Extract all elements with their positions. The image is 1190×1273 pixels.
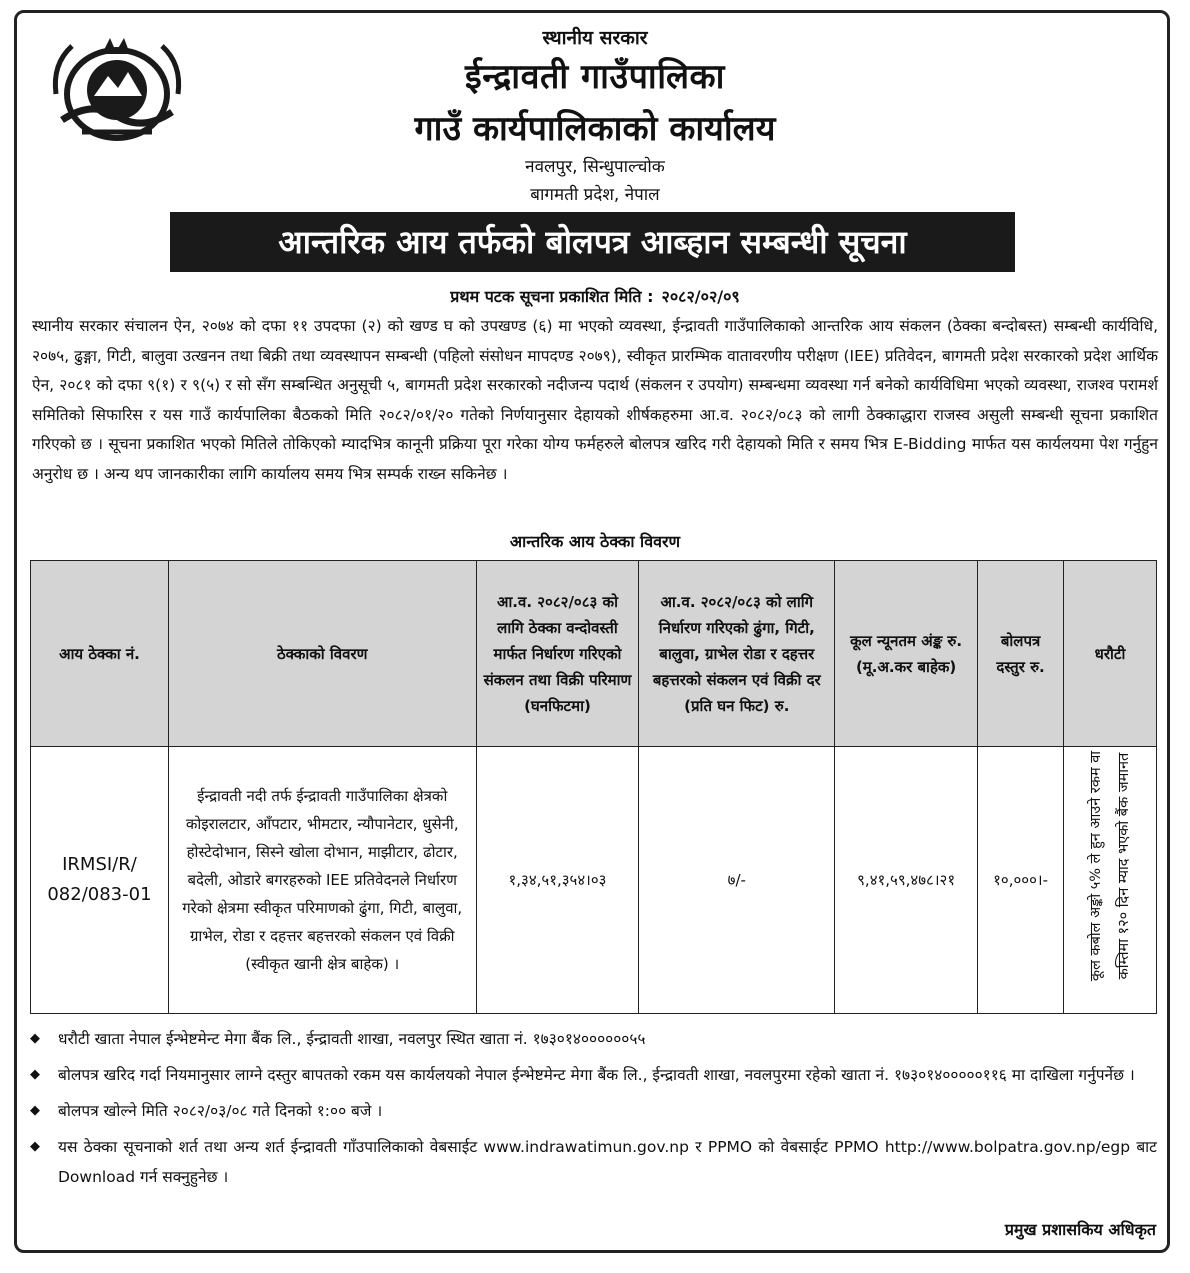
cell-bid-fee: १०,०००।- [978, 747, 1064, 1014]
header-bid-fee: बोलपत्र दस्तुर रु. [978, 561, 1064, 747]
notes-list [30, 1024, 1157, 1198]
body-paragraph: स्थानीय सरकार संचालन ऐन, २०७४ को दफा ११ उपदफा (२) को खण्ड घ को उपखण्ड (६) मा भएको व्यवस्था, ईन्द्रावती गाउँपालिकाको आन्तरिक आय संकलन (ठेक्का बन्दोबस्त) सम्बन्धी कार्यविधि, २०७५, ढुङ्गा, गिटी, बालुवा उत्खनन तथा बिक्री तथा व्यवस्थापन सम्बन्धी (पहिलो संसोधन मापदण्ड २०७९), स्वीकृत प्रारम्भिक वातावरणीय परीक्षण (IEE) प्रतिवेदन, बागमती प्रदेश सरकारको प्रदेश आर्थिक ऐन, २०८१ को दफा ९(१) र ९(५) र सो सँग सम्बन्धित अनुसूची ५, बागमती प्रदेश सरकारको नदीजन्य पदार्थ (संकलन र उपयोग) सम्बन्धमा व्यवस्था गर्न बनेको कार्यविधिमा भएको व्यवस्था, राजश्व परामर्श समितिको सिफारिस र यस गाउँ कार्यपालिका बैठकको मिति २०८२/०१/२० गतेको निर्णयानुसार देहायको शीर्षकहरुमा आ.व. २०८२/०८३ को लागी ठेक्काद्धारा राजस्व असुली सम्बन्धी सूचना प्रकाशित गरिएको छ । सूचना प्रकाशित भएको मितिले तोकिएको म्यादभित्र कानूनी प्रक्रिया पूरा गरेका योग्य फर्महरुले बोलपत्र खरिद गरी देहायको मिति र समय भित्र E-Bidding मार्फत यस कार्यलयमा पेश गर्नुहुन अनुरोध छ । अन्य थप जानकारीका लागि कार्यालय समय भित्र सम्पर्क राख्न सकिनेछ । [32, 317, 1158, 483]
header-guarantee: धरौटी [1064, 561, 1157, 747]
signature-title: प्रमुख प्रशासकिय अधिकृत [1004, 1220, 1156, 1239]
table-title: आन्तरिक आय ठेक्का विवरण [509, 532, 681, 551]
guarantee-text: कूल कबोल अङ्को ५% ले हुन आउने रकम वा कम्तिमा १२० दिन म्याद भएको बैंक जमानत [1088, 750, 1133, 982]
address-line-2: बागमती प्रदेश, नेपाल [530, 185, 660, 205]
cell-contract-no: IRMSI/R/ 082/083-01 [31, 747, 169, 1014]
cell-description: ईन्द्रावती नदी तर्फ ईन्द्रावती गाउँपालिका क्षेत्रको कोइरालटार, आँपटार, भीमटार, न्यौपानेटार, धुसेनी, होस्टेदोभान, सिस्ने खोला दोभान, माझीटार, ढोटार, बदेली, ओडारे बगरहरुको IEE प्रतिवेदनले निर्धारण गरेको क्षेत्रमा स्वीकृत परिमाणको ढुंगा, गिटी, बालुवा, ग्राभेल, रोडा र दहत्तर बहत्तरको संकलन एवं विक्री (स्वीकृत खानी क्षेत्र बाहेक) । [168, 747, 476, 1014]
diamond-bullet-icon: ◆ [30, 1031, 40, 1046]
cell-guarantee [1064, 747, 1157, 1014]
header-description: ठेक्काको विवरण [168, 561, 476, 747]
header-quantity: आ.व. २०८२/०८३ को लागि ठेक्का वन्दोवस्ती मार्फत निर्धारण गरिएको संकलन तथा विक्री परिमाण (घनफिटमा) [476, 561, 639, 747]
cell-rate: ७/- [639, 747, 835, 1014]
note-item [30, 1060, 1157, 1090]
table-header-row [31, 561, 1157, 747]
note-item [30, 1096, 1157, 1126]
note-text: धरौटी खाता नेपाल ईन्भेष्टमेन्ट मेगा बैंक लि., ईन्द्रावती शाखा, नवलपुर स्थित खाता नं. १७३०१४००००००५५ [58, 1030, 646, 1048]
table-row [31, 747, 1157, 1014]
diamond-bullet-icon: ◆ [30, 1139, 40, 1154]
note-item [30, 1024, 1157, 1054]
note-text: बोलपत्र खोल्ने मिति २०८२/०३/०८ गते दिनको १:०० बजे । [58, 1102, 383, 1120]
publish-date-label: प्रथम पटक सूचना प्रकाशित मिति : [450, 287, 654, 306]
diamond-bullet-icon: ◆ [30, 1067, 40, 1082]
publish-date-line [0, 285, 1190, 307]
office-name: गाउँ कार्यपालिकाको कार्यालय [414, 109, 776, 149]
publish-date-value: २०८२/०२/०९ [661, 287, 740, 306]
cell-min-amount: ९,४१,५९,४७८।२१ [835, 747, 978, 1014]
municipality-name: ईन्द्रावती गाउँपालिका [465, 57, 725, 97]
contract-table [30, 560, 1157, 1014]
note-item [30, 1132, 1157, 1192]
local-government-label: स्थानीय सरकार [542, 27, 648, 49]
note-text: यस ठेक्का सूचनाको शर्त तथा अन्य शर्त ईन्द्रावती गाँउपालिकाको वेबसाईट www.indrawatimun.gov.np र PPMO को वेबसाईट PPMO http://www.bolpatra.gov.np/egp बाट Download गर्न सक्नुहुनेछ । [58, 1138, 1157, 1186]
header-rate: आ.व. २०८२/०८३ को लागि निर्धारण गरिएको ढुंगा, गिटी, बालुवा, ग्राभेल रोडा र दहत्तर बहत्तरको संकलन एवं विक्री दर (प्रति घन फिट) रु. [639, 561, 835, 747]
header-contract-no: आय ठेक्का नं. [31, 561, 169, 747]
cell-quantity: १,३४,५१,३५४।०३ [476, 747, 639, 1014]
nepal-government-emblem-icon [42, 24, 192, 144]
address-line-1: नवलपुर, सिन्धुपाल्चोक [525, 157, 665, 177]
diamond-bullet-icon: ◆ [30, 1103, 40, 1118]
note-text: बोलपत्र खरिद गर्दा नियमानुसार लाग्ने दस्तुर बापतको रकम यस कार्यलयको नेपाल ईन्भेष्टमेन्ट मेगा बैंक लि., ईन्द्रावती शाखा, नवलपुरमा रहेको खाता नं. १७३०१४०००००११६ मा दाखिला गर्नुपर्नेछ । [58, 1066, 1135, 1084]
header-min-amount: कूल न्यूनतम अंङ्क रु. (मू.अ.कर बाहेक) [835, 561, 978, 747]
notice-title: आन्तरिक आय तर्फको बोलपत्र आब्हान सम्बन्धी सूचना [170, 212, 1015, 272]
